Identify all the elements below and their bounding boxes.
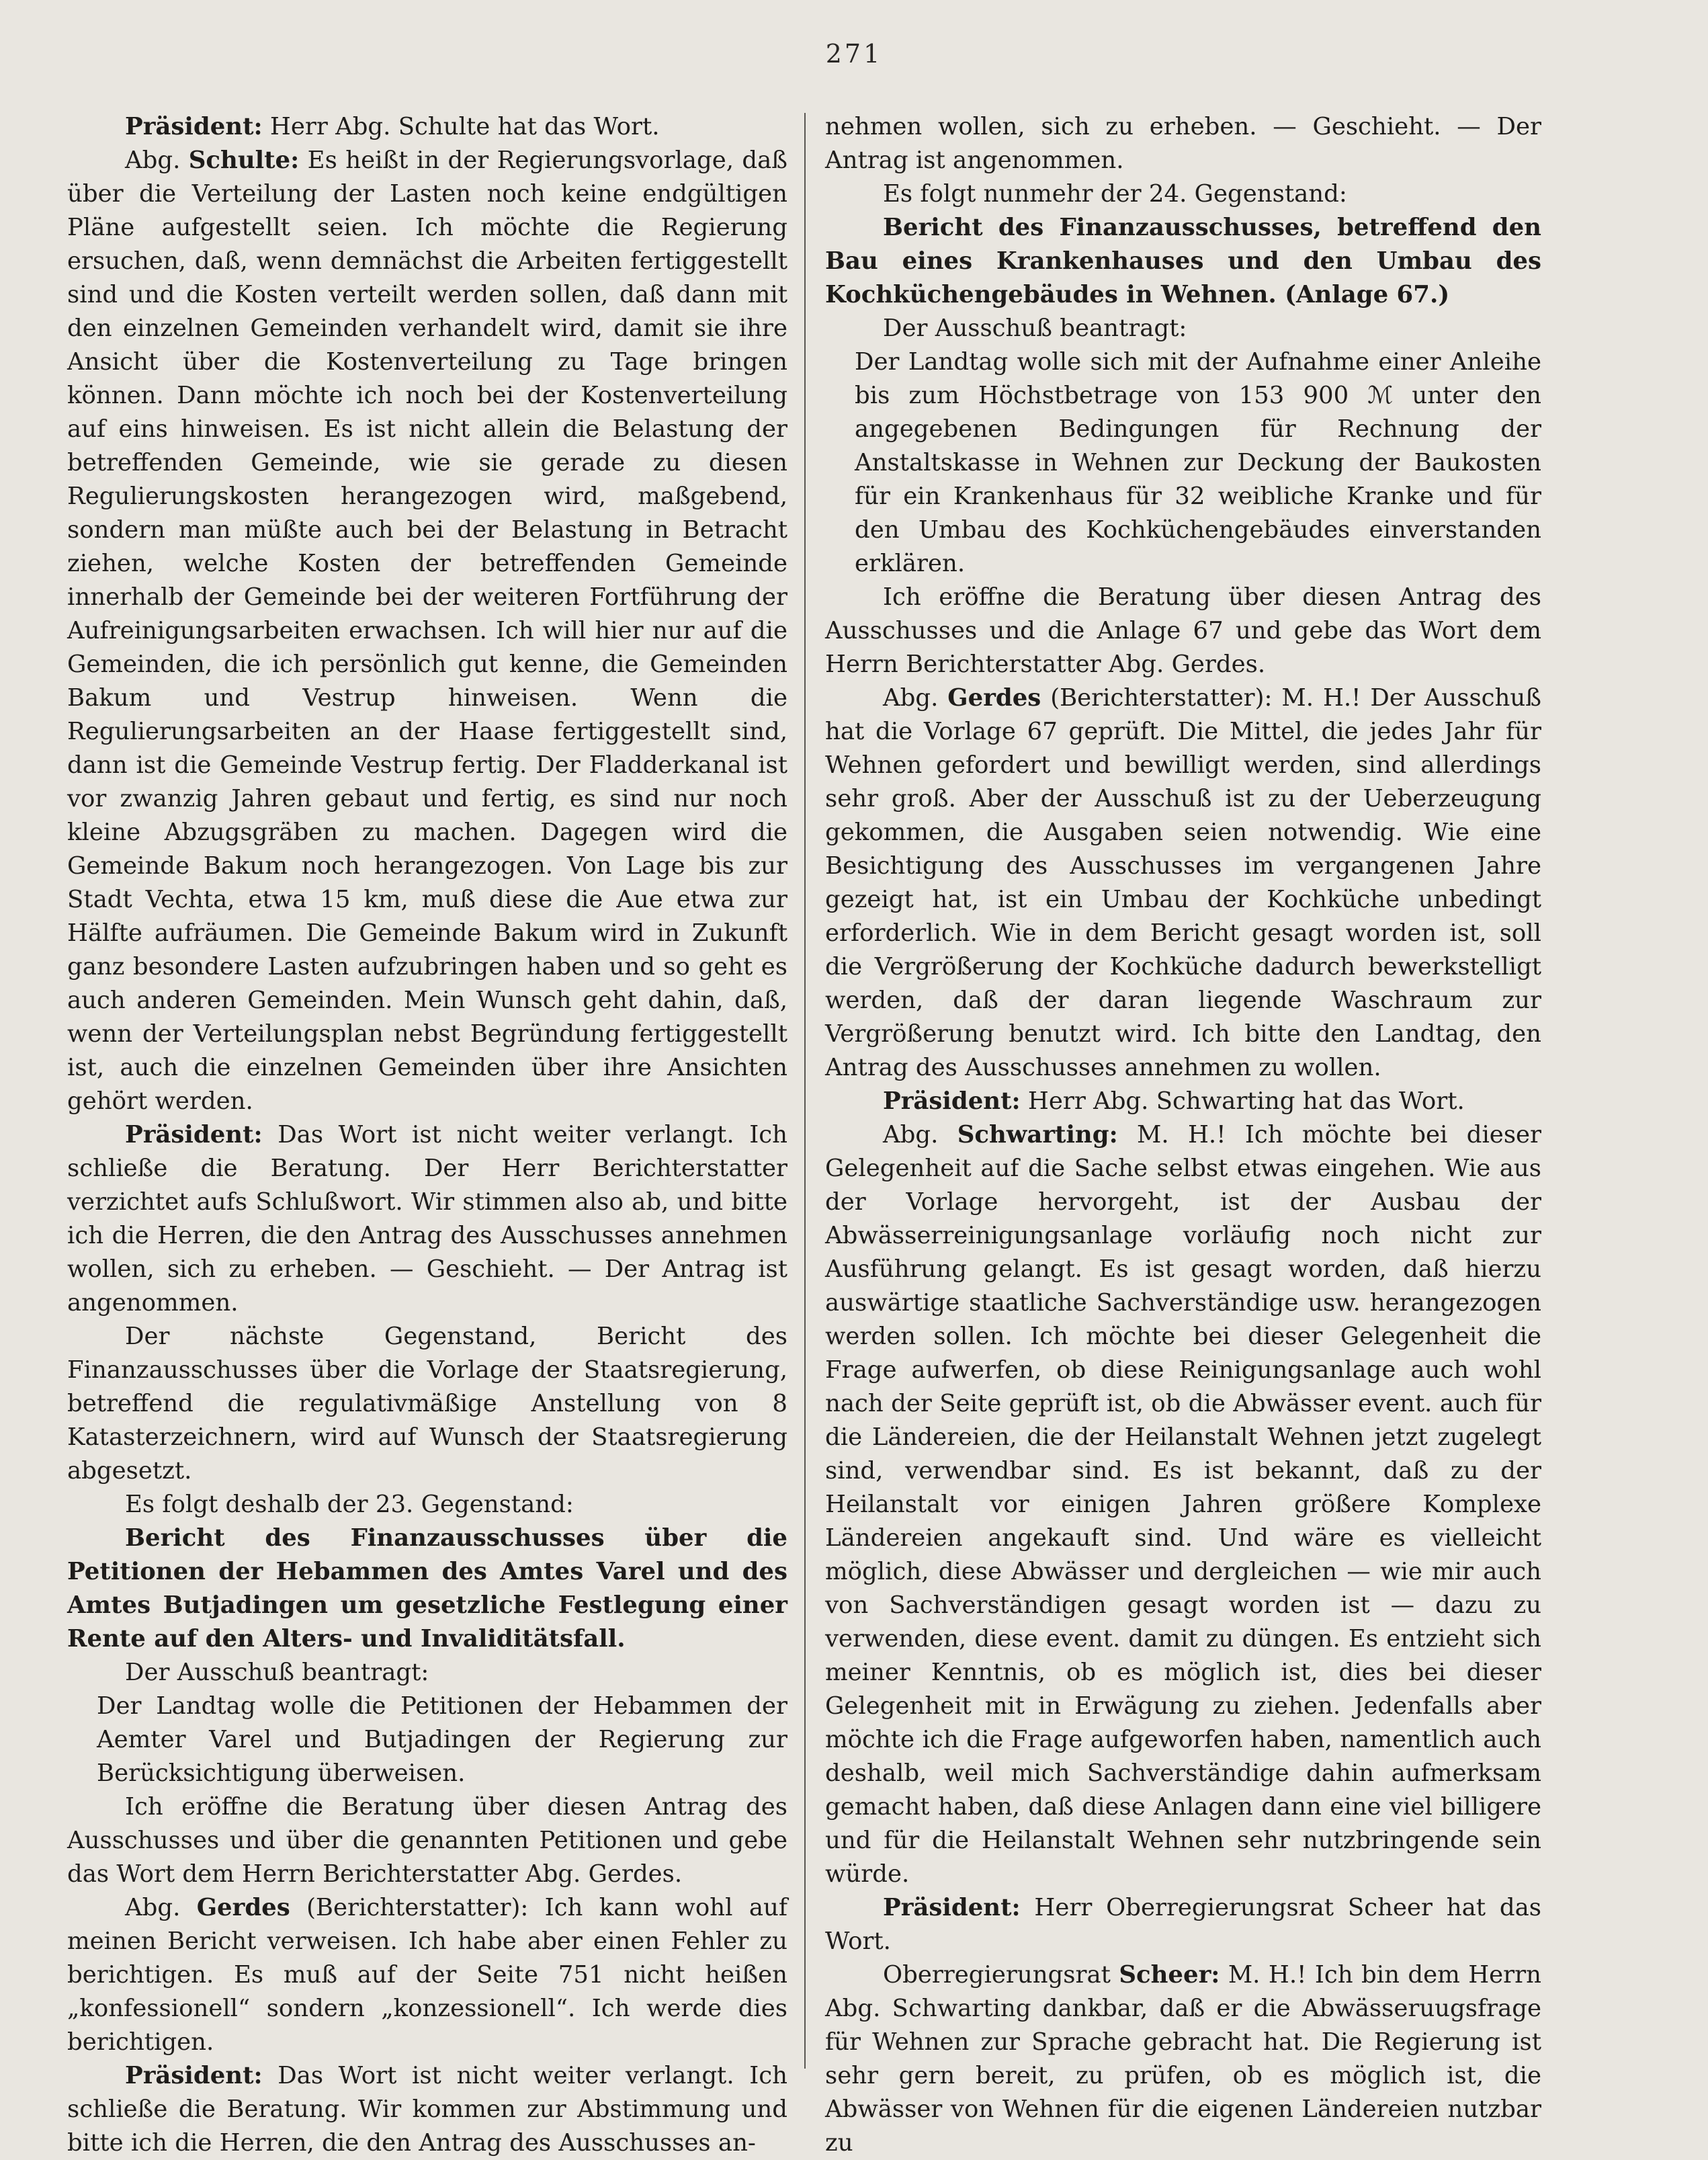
speech-text: Herr Oberregierungsrat Scheer hat das Wort. — [825, 1894, 1541, 1955]
text-paragraph: Der nächste Gegenstand, Bericht des Finanzausschusses über die Vorlage der Staatsregierung, betreffend die regulativmäßige Anstellung von 8 Katasterzeichnern, wird auf Wunsch der Staatsregierung abgesetzt. — [67, 1323, 787, 1485]
speaker-label: Präsident: — [125, 2062, 263, 2089]
column-divider — [804, 113, 806, 2069]
text-paragraph: Ich eröffne die Beratung über diesen Antrag des Ausschusses und über die genannten Petitionen und gebe das Wort dem Herrn Berichterstatter Abg. Gerdes. — [67, 1793, 787, 1888]
speech-paragraph — [67, 110, 787, 144]
motion-text: Der Landtag wolle die Petitionen der Hebammen der Aemter Varel und Butjadingen der Regierung zur Berücksichtigung überweisen. — [97, 1692, 787, 1787]
speech-text: Herr Abg. Schulte hat das Wort. — [262, 113, 660, 140]
speaker-label: Präsident: — [125, 1121, 263, 1149]
continued-paragraph: nehmen wollen, sich zu erheben. — Geschieht. — Der Antrag ist angenommen. — [825, 113, 1541, 174]
text-paragraph: Es folgt deshalb der 23. Gegenstand: — [125, 1491, 574, 1518]
text-paragraph: Der Ausschuß beantragt: — [125, 1659, 429, 1686]
speaker-label: Präsident: — [883, 1894, 1021, 1921]
left-column — [67, 110, 787, 2160]
text-paragraph: Ich eröffne die Beratung über diesen Antrag des Ausschusses und die Anlage 67 und gebe das Wort dem Herrn Berichterstatter Abg. Gerdes. — [825, 583, 1541, 678]
page-number: 271 — [825, 39, 883, 69]
speaker-name: Schwarting: — [957, 1121, 1118, 1149]
speaker-label: Präsident: — [883, 1087, 1021, 1115]
speech-text: M. H.! Ich möchte bei dieser Gelegenheit auf die Sache selbst etwas eingehen. Wie aus der Vorlage hervorgeht, ist der Ausbau der Abwässerreinigungsanlage vorläufig noch nicht zur Ausführung gelangt. Es ist gesagt worden, daß hierzu auswärtige staatliche Sachverständige usw. herangezogen werden sollen. Ich möchte bei dieser Gelegenheit die Frage aufwerfen, ob diese Reinigungsanlage auch wohl nach der Seite geprüft ist, ob die Abwässer event. auch für die Ländereien, die der Heilanstalt Wehnen jetzt zugelegt sind, verwendbar sind. Es ist bekannt, daß zu der Heilanstalt vor einigen Jahren größere Komplexe Ländereien angekauft sind. Und wäre es vielleicht möglich, diese Abwässer und dergleichen — wie mir auch von Sachverständigen gesagt worden ist — dazu zu verwenden, diese event. damit zu düngen. Es entzieht sich meiner Kenntnis, ob es möglich ist, dies bei dieser Gelegenheit mit in Erwägung zu ziehen. Jedenfalls aber möchte ich die Frage aufgeworfen haben, namentlich auch deshalb, weil mich Sachverständige dahin aufmerksam gemacht haben, daß diese Anlagen dann eine viel billigere und für die Heilanstalt Wehnen sehr nutzbringende sein würde. — [825, 1121, 1542, 1888]
speech-paragraph — [825, 1891, 1541, 1958]
speech-text: (Berichterstatter): Ich kann wohl auf meinen Bericht verweisen. Ich habe aber einen Fehler zu berichtigen. Es muß auf der Seite 751 nicht heißen „konfessionell“ sondern „konzessionell“. Ich werde dies berichtigen. — [67, 1894, 788, 2056]
speech-text: (Berichterstatter): M. H.! Der Ausschuß hat die Vorlage 67 geprüft. Die Mittel, die jedes Jahr für Wehnen gefordert und bewilligt werden, sind allerdings sehr groß. Aber der Ausschuß ist zu der Ueberzeugung gekommen, die Ausgaben seien notwendig. Wie eine Besichtigung des Ausschusses im vergangenen Jahre gezeigt hat, ist ein Umbau der Kochküche unbedingt erforderlich. Wie in dem Bericht gesagt worden ist, soll die Vergrößerung der Kochküche dadurch bewerkstelligt werden, daß der daran liegende Waschraum zur Vergrößerung benutzt wird. Ich bitte den Landtag, den Antrag des Ausschusses annehmen zu wollen. — [825, 684, 1541, 1081]
agenda-heading: Bericht des Finanzausschusses über die Petitionen der Hebammen des Amtes Varel und des Amtes Butjadingen um gesetzliche Festlegung einer Rente auf den Alters- und Invaliditätsfall. — [67, 1524, 787, 1653]
speech-text: Das Wort ist nicht weiter verlangt. Ich schließe die Beratung. Wir kommen zur Abstimmung und bitte ich die Herren, die den Antrag des Ausschusses an- — [67, 2062, 787, 2157]
speech-paragraph — [67, 144, 787, 1118]
speaker-prefix: Abg. — [883, 1121, 957, 1149]
speaker-prefix: Abg. — [125, 1894, 197, 1921]
speech-text: M. H.! Ich bin dem Herrn Abg. Schwarting dankbar, daß er die Abwässeruugsfrage für Wehnen zur Sprache gebracht hat. Die Regierung ist sehr gern bereit, zu prüfen, ob es möglich ist, die Abwässer von Wehnen für die eigenen Ländereien nutzbar zu — [825, 1961, 1541, 2157]
text-paragraph: Der Ausschuß beantragt: — [883, 315, 1187, 342]
speaker-name: Schulte: — [188, 147, 300, 174]
speech-paragraph — [67, 2059, 787, 2160]
speech-paragraph — [825, 1958, 1541, 2160]
speech-text: Es heißt in der Regierungsvorlage, daß über die Verteilung der Lasten noch keine endgültigen Pläne aufgestellt seien. Ich möchte die Regierung ersuchen, daß, wenn demnächst die Arbeiten fertiggestellt sind und die Kosten verteilt werden sollen, daß dann mit den einzelnen Gemeinden verhandelt wird, damit sie ihre Ansicht über die Kostenverteilung zu Tage bringen können. Dann möchte ich noch bei der Kostenverteilung auf eins hinweisen. Es ist nicht allein die Belastung der betreffenden Gemeinde, wie sie gerade zu diesen Regulierungskosten herangezogen wird, maßgebend, sondern man müßte auch bei der Belastung in Betracht ziehen, welche Kosten der betreffenden Gemeinde innerhalb der Gemeinde bei der weiteren Fortführung der Aufreinigungsarbeiten erwachsen. Ich will hier nur auf die Gemeinden, die ich persönlich gut kenne, die Gemeinden Bakum und Vestrup hinweisen. Wenn die Regulierungsarbeiten an der Haase fertiggestellt sind, dann ist die Gemeinde Vestrup fertig. Der Fladderkanal ist vor zwanzig Jahren gebaut und fertig, es sind nur noch kleine Abzugsgräben zu machen. Dagegen wird die Gemeinde Bakum noch herangezogen. Von Lage bis zur Stadt Vechta, etwa 15 km, muß diese die Aue etwa zur Hälfte aufräumen. Die Gemeinde Bakum wird in Zukunft ganz besondere Lasten aufzubringen haben und so geht es auch anderen Gemeinden. Mein Wunsch geht dahin, daß, wenn der Verteilungsplan nebst Begründung fertiggestellt ist, auch die einzelnen Gemeinden über ihre Ansichten gehört werden. — [67, 147, 788, 1115]
speaker-prefix: Oberregierungsrat — [883, 1961, 1119, 1989]
agenda-heading: Bericht des Finanzausschusses, betreffend den Bau eines Krankenhauses und den Umbau des Kochküchengebäudes in Wehnen. (Anlage 67.) — [825, 214, 1541, 308]
speech-text: Das Wort ist nicht weiter verlangt. Ich schließe die Beratung. Der Herr Berichterstatter verzichtet aufs Schlußwort. Wir stimmen also ab, und bitte ich die Herren, die den Antrag des Ausschusses annehmen wollen, sich zu erheben. — Geschieht. — Der Antrag ist angenommen. — [67, 1121, 787, 1317]
speech-paragraph — [825, 1118, 1541, 1891]
speaker-name: Scheer: — [1119, 1961, 1220, 1989]
speech-paragraph — [67, 1891, 787, 2059]
speech-text: Herr Abg. Schwarting hat das Wort. — [1020, 1087, 1465, 1115]
text-paragraph: Es folgt nunmehr der 24. Gegenstand: — [883, 180, 1347, 208]
motion-text: Der Landtag wolle sich mit der Aufnahme einer Anleihe bis zum Höchstbetrage von 153 900 ℳ unter den angegebenen Bedingungen für Rechnung der Anstaltskasse in Wehnen zur Deckung der Baukosten für ein Krankenhaus für 32 weibliche Kranke und für den Umbau des Kochküchengebäudes einverstanden erklären. — [855, 348, 1541, 577]
speech-paragraph — [825, 1085, 1541, 1118]
speech-paragraph — [67, 1118, 787, 1320]
speaker-prefix: Abg. — [125, 147, 189, 174]
speaker-label: Präsident: — [125, 113, 263, 140]
right-column — [825, 110, 1541, 2160]
speaker-name: Gerdes — [947, 684, 1041, 712]
speech-paragraph — [825, 681, 1541, 1085]
speaker-prefix: Abg. — [883, 684, 948, 712]
speaker-name: Gerdes — [196, 1894, 290, 1921]
